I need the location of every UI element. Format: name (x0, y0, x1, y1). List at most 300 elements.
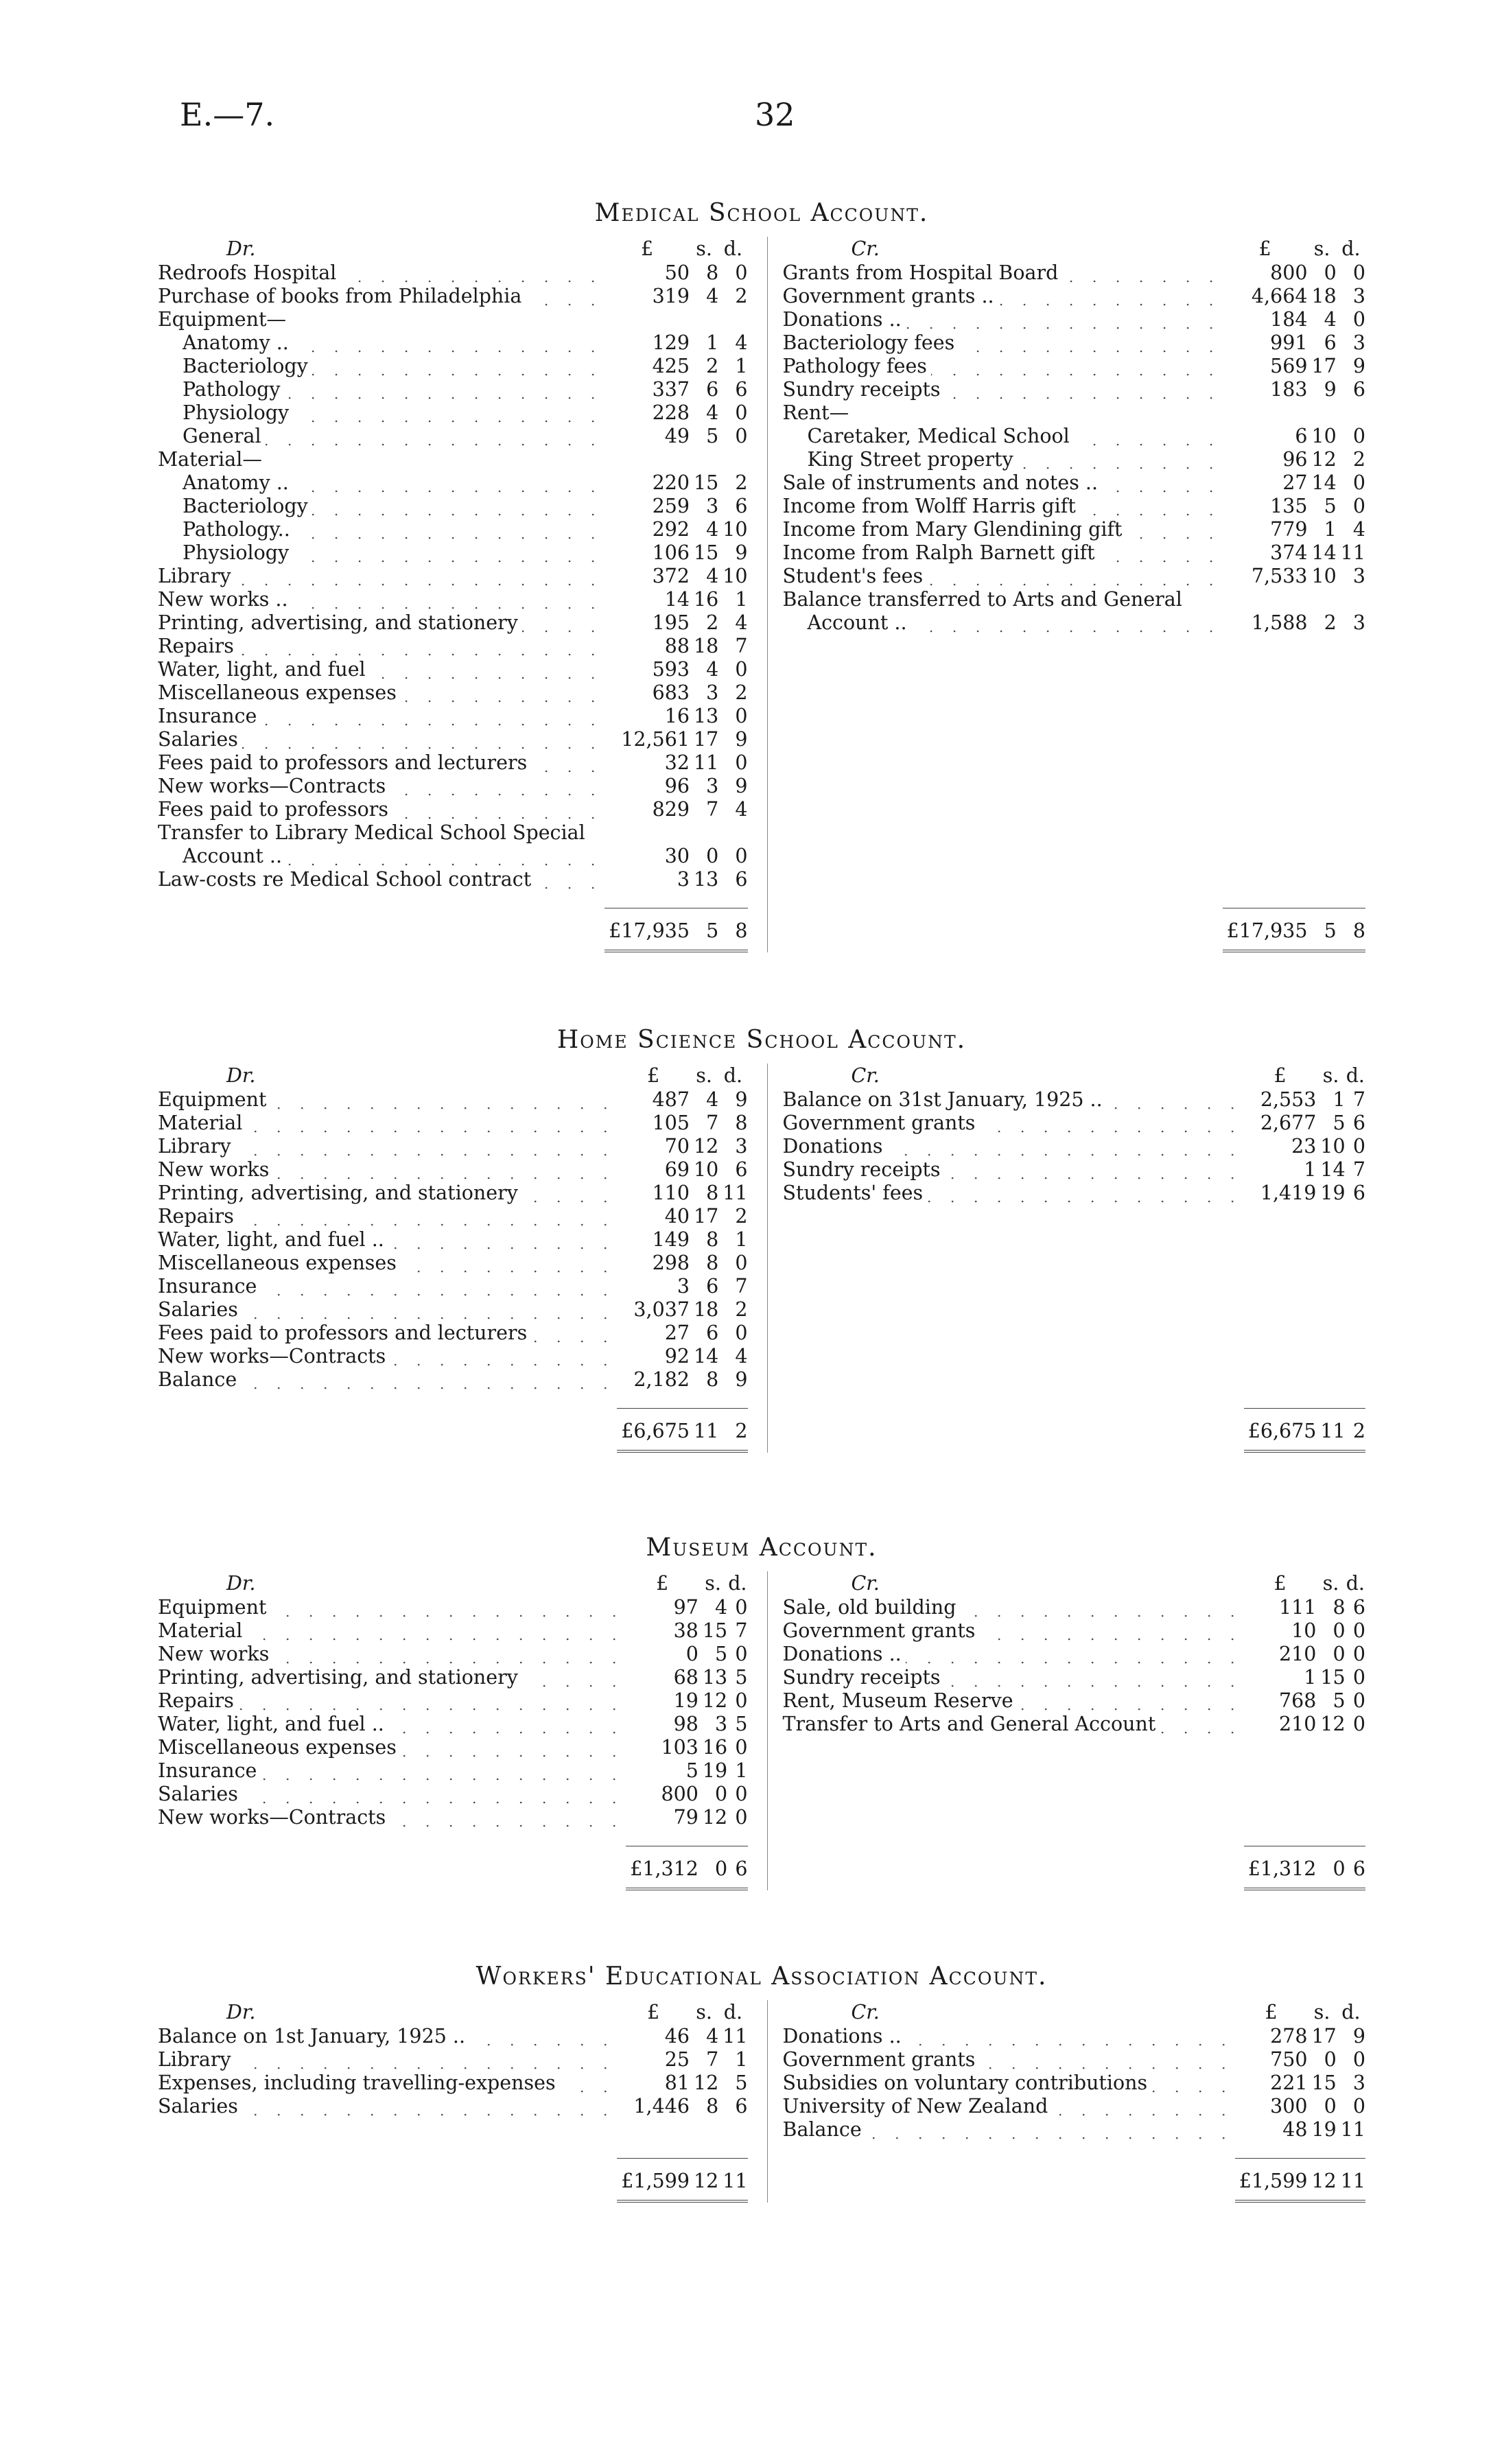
pounds-value: 50 (664, 261, 690, 284)
pence-value: 5 (735, 1666, 748, 1689)
total-shillings: 11 (690, 1409, 718, 1452)
entry-label: Donations (783, 1135, 887, 1158)
ledger-row (783, 2072, 1366, 2095)
entry-label-cell (158, 1736, 626, 1759)
entry-label-cell (158, 1643, 626, 1666)
entry-label-cell (158, 845, 604, 868)
pounds-value: 1,419 (1260, 1182, 1317, 1204)
blank-cell (783, 868, 1366, 891)
ledger-row (783, 261, 1366, 285)
total-pounds: £6,675 (1244, 1409, 1317, 1452)
ledger-row (783, 2118, 1366, 2142)
ledger-row (783, 471, 1366, 495)
entry-label: Government grants (783, 2048, 980, 2071)
pounds-value: 300 (1270, 2095, 1308, 2117)
pence-value: 0 (735, 1596, 748, 1619)
pence-value: 4 (735, 1345, 748, 1368)
entry-label: Library (158, 2048, 235, 2071)
shillings-value: 17 (693, 728, 719, 751)
entry-label: Student's fees (783, 565, 928, 587)
ledger-row (158, 425, 748, 448)
ledger-row (783, 378, 1366, 401)
ledger-row (783, 495, 1366, 518)
blank-cell (783, 1298, 1366, 1322)
ledger-row (158, 261, 748, 285)
spacer-cell (158, 891, 748, 908)
entry-label: New works—Contracts (158, 1806, 390, 1829)
pounds-value: 195 (652, 611, 690, 634)
pounds-value: 12,561 (621, 728, 690, 751)
ledger-row (783, 1596, 1366, 1619)
entry-label: Bacteriology fees (783, 331, 959, 354)
shillings-value: 13 (693, 868, 719, 891)
pounds-header: £ (640, 237, 654, 260)
entry-label: Bacteriology (158, 495, 312, 517)
ledger-row (783, 1158, 1366, 1182)
entry-label: Bacteriology (158, 355, 312, 377)
shillings-value: 18 (693, 1298, 719, 1321)
blank-cell (783, 1759, 1366, 1783)
ledger-row (783, 425, 1366, 448)
pence-value: 7 (735, 1619, 748, 1642)
shillings-value: 5 (715, 1643, 728, 1665)
ledger-row (783, 2095, 1366, 2118)
pounds-value: 46 (664, 2025, 690, 2048)
total-pence: 2 (1346, 1409, 1365, 1452)
entry-label: Miscellaneous expenses (158, 681, 401, 704)
shillings-value: 12 (702, 1806, 728, 1829)
column-header-row (783, 1064, 1366, 1088)
spacer-row (158, 1392, 748, 1409)
total-pounds: £1,312 (1244, 1846, 1317, 1890)
pounds-value: 88 (664, 635, 690, 657)
entry-label: Material— (158, 448, 266, 471)
pence-value: 0 (1352, 2095, 1365, 2117)
shillings-header: s. (1322, 1572, 1339, 1595)
pounds-value: 210 (1279, 1643, 1317, 1665)
pounds-value: 129 (652, 331, 690, 354)
document-code: E.—7. (180, 96, 275, 133)
dr-side (158, 1064, 748, 1453)
ledger-row (783, 308, 1366, 331)
total-pounds: £1,312 (626, 1846, 698, 1890)
entry-label-cell (158, 1689, 626, 1713)
cr-label: Cr. (851, 1572, 880, 1595)
ledger-row (158, 635, 748, 658)
shillings-value: 6 (706, 378, 719, 401)
entry-label: Physiology (158, 401, 293, 424)
pounds-value: 221 (1270, 2072, 1308, 2094)
ledger-row (158, 1298, 748, 1322)
entry-label-cell (158, 775, 604, 798)
pounds-value: 220 (652, 471, 690, 494)
blank-cell (783, 798, 1366, 821)
total-label-cell (783, 1409, 1244, 1452)
pence-value: 1 (735, 1228, 748, 1251)
shillings-value: 15 (693, 541, 719, 564)
pence-header: d. (1346, 1064, 1365, 1087)
pence-value (1337, 401, 1365, 425)
pence-value: 2 (1352, 448, 1365, 471)
entry-label-cell (783, 2095, 1235, 2118)
pounds-value (604, 821, 690, 845)
shillings-value: 15 (702, 1619, 728, 1642)
entry-label: Balance (158, 1368, 241, 1391)
pounds-value: 3 (677, 868, 690, 891)
entry-label: Water, light, and fuel (158, 658, 370, 681)
pence-value: 4 (735, 331, 748, 354)
pence-value: 1 (735, 355, 748, 377)
total-pounds: £17,935 (604, 908, 690, 952)
blank-cell (158, 2118, 748, 2142)
column-header-row (158, 237, 748, 261)
blank-cell (783, 635, 1366, 658)
cr-side (767, 237, 1366, 952)
blank-cell (783, 658, 1366, 681)
entry-label-cell (783, 1666, 1244, 1689)
shillings-value: 4 (706, 401, 719, 424)
shillings-value: 3 (715, 1713, 728, 1735)
spacer-cell (783, 891, 1366, 908)
pence-value (718, 308, 747, 331)
column-header-row (783, 1571, 1366, 1596)
entry-label: Physiology (158, 541, 293, 564)
ledger-row (158, 518, 748, 541)
ledger-row (158, 1643, 748, 1666)
entry-label-cell (783, 448, 1223, 471)
shillings-value: 8 (706, 1182, 719, 1204)
entry-label: Salaries (158, 2095, 242, 2117)
blank-row (783, 868, 1366, 891)
pence-value: 6 (1352, 1112, 1365, 1134)
shillings-value: 14 (1320, 1158, 1346, 1181)
pounds-value: 800 (1270, 261, 1308, 284)
entry-label: Equipment (158, 1088, 270, 1111)
ledger-row (158, 1759, 748, 1783)
shillings-value: 7 (706, 2048, 719, 2071)
shillings-value: 17 (1311, 355, 1337, 377)
ledger-row (158, 2095, 748, 2118)
total-pounds: £6,675 (617, 1409, 690, 1452)
blank-cell (783, 1368, 1366, 1392)
blank-cell (783, 1228, 1366, 1252)
pence-value (718, 448, 747, 471)
shillings-value: 10 (1320, 1135, 1346, 1158)
pounds-value: 278 (1270, 2025, 1308, 2048)
ledger-row (158, 1596, 748, 1619)
entry-label: Purchase of books from Philadelphia (158, 285, 526, 307)
entry-label-cell (783, 1619, 1244, 1643)
entry-label: Fees paid to professors and lecturers (158, 1322, 531, 1344)
entry-label: Library (158, 1135, 235, 1158)
entry-label: Fees paid to professors (158, 798, 392, 821)
column-header-row (158, 1571, 748, 1596)
pounds-value: 374 (1270, 541, 1308, 564)
ledger-row (158, 2072, 748, 2095)
pence-value: 0 (735, 705, 748, 727)
pence-value: 6 (1352, 378, 1365, 401)
pounds-header: £ (647, 2001, 660, 2023)
ledger-row (783, 1643, 1366, 1666)
total-label-cell (158, 2159, 617, 2202)
ledger-row (158, 1619, 748, 1643)
pounds-value: 2,182 (633, 1368, 690, 1391)
spacer-cell (158, 1829, 748, 1846)
blank-row (783, 1759, 1366, 1783)
ledger-row (783, 1135, 1366, 1158)
shillings-value: 2 (706, 355, 719, 377)
entry-label-cell (783, 1182, 1244, 1205)
pence-value: 11 (723, 1182, 748, 1204)
pounds-value: 96 (664, 775, 690, 797)
shillings-value (1307, 401, 1336, 425)
shillings-value: 5 (1332, 1112, 1346, 1134)
pence-value: 9 (1352, 355, 1365, 377)
total-shillings: 12 (1307, 2159, 1336, 2202)
entry-label-cell (158, 1252, 617, 1275)
shillings-value: 12 (693, 1135, 719, 1158)
entry-label-cell (783, 331, 1223, 355)
pence-value: 0 (1352, 1643, 1365, 1665)
total-label-cell (783, 2159, 1235, 2202)
entry-label-cell (783, 378, 1223, 401)
blank-row (783, 635, 1366, 658)
shillings-value: 12 (1320, 1713, 1346, 1735)
shillings-value: 18 (693, 635, 719, 657)
pounds-value: 30 (664, 845, 690, 867)
entry-label: Water, light, and fuel .. (158, 1228, 388, 1251)
ledger-row (158, 378, 748, 401)
entry-label: Material (158, 1619, 246, 1642)
total-row (783, 1409, 1366, 1452)
cr-table (783, 2000, 1366, 2203)
ledger-row (158, 751, 748, 775)
total-shillings: 12 (690, 2159, 718, 2202)
entry-label: Printing, advertising, and stationery (158, 1182, 522, 1204)
pounds-value: 48 (1282, 2118, 1308, 2141)
shillings-value: 10 (1311, 425, 1337, 447)
entry-label: Sundry receipts (783, 378, 945, 401)
pounds-value: 593 (652, 658, 690, 681)
shillings-value: 0 (1332, 1643, 1346, 1665)
account-title: Home Science School Account. (556, 1026, 967, 1054)
pounds-header: £ (647, 1064, 660, 1087)
pence-value: 10 (723, 518, 748, 541)
entry-label: Miscellaneous expenses (158, 1252, 401, 1274)
account-sides (158, 237, 1365, 952)
entry-label-cell (158, 378, 604, 401)
pence-value: 6 (735, 2095, 748, 2117)
ledger-row (158, 1736, 748, 1759)
pounds-value: 228 (652, 401, 690, 424)
blank-row (783, 845, 1366, 868)
ledger-row (783, 588, 1366, 611)
shillings-value: 1 (1324, 518, 1337, 541)
ledger-row (158, 1158, 748, 1182)
pounds-header: £ (1273, 1064, 1287, 1087)
pence-value: 7 (1352, 1158, 1365, 1181)
total-row (158, 908, 748, 952)
shillings-value (690, 448, 718, 471)
blank-cell (783, 821, 1366, 845)
dr-side (158, 1571, 748, 1890)
blank-row (783, 1806, 1366, 1829)
dr-table (158, 2000, 748, 2203)
pounds-value: 97 (673, 1596, 698, 1619)
entry-label-cell (783, 2048, 1235, 2072)
cr-side (767, 1064, 1366, 1453)
total-shillings: 5 (1307, 908, 1336, 952)
ledger-row (783, 2025, 1366, 2048)
pounds-value: 5 (685, 1759, 698, 1782)
entry-label-cell (158, 2072, 617, 2095)
entry-label: Library (158, 565, 235, 587)
shillings-value: 11 (693, 751, 719, 774)
pounds-value (1223, 588, 1308, 611)
entry-label-cell (158, 588, 604, 611)
entry-label-cell (158, 1158, 617, 1182)
shillings-value: 4 (706, 658, 719, 681)
blank-row (783, 1228, 1366, 1252)
spacer-cell (783, 2142, 1366, 2159)
pounds-value: 111 (1279, 1596, 1317, 1619)
pence-value: 0 (1352, 425, 1365, 447)
ledger-row (158, 2048, 748, 2072)
pence-value: 10 (723, 565, 748, 587)
shillings-value: 10 (1311, 565, 1337, 587)
shillings-value: 0 (1324, 2048, 1337, 2071)
medical-school-account (158, 199, 1365, 952)
pounds-value: 292 (652, 518, 690, 541)
ledger-row (158, 541, 748, 565)
shillings-value: 8 (706, 1252, 719, 1274)
entry-label: King Street property (783, 448, 1018, 471)
pounds-value: 19 (673, 1689, 698, 1712)
pence-value: 11 (1340, 2118, 1365, 2141)
entry-label-cell (158, 1783, 626, 1806)
entry-label: Balance on 1st January, 1925 .. (158, 2025, 469, 2048)
blank-row (783, 1275, 1366, 1298)
pounds-value: 135 (1270, 495, 1308, 517)
total-row (158, 1409, 748, 1452)
ledger-row (158, 681, 748, 705)
pence-value (718, 821, 747, 845)
entry-label-cell (783, 1158, 1244, 1182)
ledger-row (158, 565, 748, 588)
pence-value: 6 (735, 495, 748, 517)
entry-label: Equipment (158, 1596, 270, 1619)
cr-label: Cr. (851, 1064, 880, 1087)
ledger-row (158, 611, 748, 635)
entry-label-cell (158, 261, 604, 285)
entry-label-cell (158, 541, 604, 565)
pounds-value: 3,037 (633, 1298, 690, 1321)
pounds-value: 49 (664, 425, 690, 447)
pence-value: 0 (735, 425, 748, 447)
pounds-value: 79 (673, 1806, 698, 1829)
total-row (158, 2159, 748, 2202)
pence-value: 4 (735, 611, 748, 634)
total-label-cell (783, 908, 1223, 952)
entry-label-cell (158, 821, 604, 845)
pounds-value: 103 (661, 1736, 698, 1759)
entry-label-cell (158, 471, 604, 495)
entry-label-cell (783, 355, 1223, 378)
pence-value: 0 (735, 1252, 748, 1274)
ledger-row (783, 285, 1366, 308)
pence-value: 4 (1352, 518, 1365, 541)
ledger-row (158, 471, 748, 495)
entry-label: Caretaker, Medical School (783, 425, 1074, 447)
pence-value: 3 (1352, 611, 1365, 634)
pounds-value: 298 (652, 1252, 690, 1274)
shillings-value: 4 (706, 285, 719, 307)
ledger-row (783, 1088, 1366, 1112)
ledger-row (158, 1368, 748, 1392)
total-shillings: 0 (1316, 1846, 1345, 1890)
entry-label: New works—Contracts (158, 775, 390, 797)
shillings-value: 0 (715, 1783, 728, 1805)
ledger-row (783, 1713, 1366, 1736)
shillings-value: 5 (1324, 495, 1337, 517)
pounds-value: 829 (652, 798, 690, 821)
page-number: 32 (755, 96, 795, 133)
ledger-row (783, 448, 1366, 471)
entry-label-cell (158, 285, 604, 308)
blank-row (783, 681, 1366, 705)
pounds-value (604, 448, 690, 471)
shillings-value: 19 (1320, 1182, 1346, 1204)
pence-value: 6 (1352, 1596, 1365, 1619)
blank-row (783, 798, 1366, 821)
entry-label: Anatomy .. (158, 331, 293, 354)
ledger-row (783, 2048, 1366, 2072)
spacer-row (783, 891, 1366, 908)
pounds-value: 40 (664, 1205, 690, 1228)
account-sides (158, 2000, 1365, 2203)
blank-row (783, 1252, 1366, 1275)
shillings-value: 0 (1324, 261, 1337, 284)
ledger-row (783, 1689, 1366, 1713)
ledger-row (783, 518, 1366, 541)
blank-cell (783, 1806, 1366, 1829)
blank-row (783, 751, 1366, 775)
entry-label-cell (158, 2095, 617, 2118)
total-pence: 6 (1346, 1846, 1365, 1890)
blank-row (783, 821, 1366, 845)
cr-side (767, 2000, 1366, 2203)
entry-label-cell (158, 798, 604, 821)
ledger-row (158, 1205, 748, 1228)
museum-account (158, 1534, 1365, 1890)
pence-value: 0 (1352, 1619, 1365, 1642)
shillings-value: 17 (693, 1205, 719, 1228)
spacer-cell (783, 1829, 1366, 1846)
pence-value: 0 (735, 1736, 748, 1759)
blank-cell (783, 1322, 1366, 1345)
pence-value: 0 (735, 401, 748, 424)
blank-row (783, 775, 1366, 798)
dr-table (158, 1064, 748, 1453)
pounds-value: 16 (664, 705, 690, 727)
pounds-value: 259 (652, 495, 690, 517)
shillings-value: 12 (1311, 448, 1337, 471)
pence-value: 0 (735, 1806, 748, 1829)
blank-row (783, 728, 1366, 751)
cr-side (767, 1571, 1366, 1890)
entry-label: Government grants (783, 1619, 980, 1642)
shillings-value: 19 (1311, 2118, 1337, 2141)
